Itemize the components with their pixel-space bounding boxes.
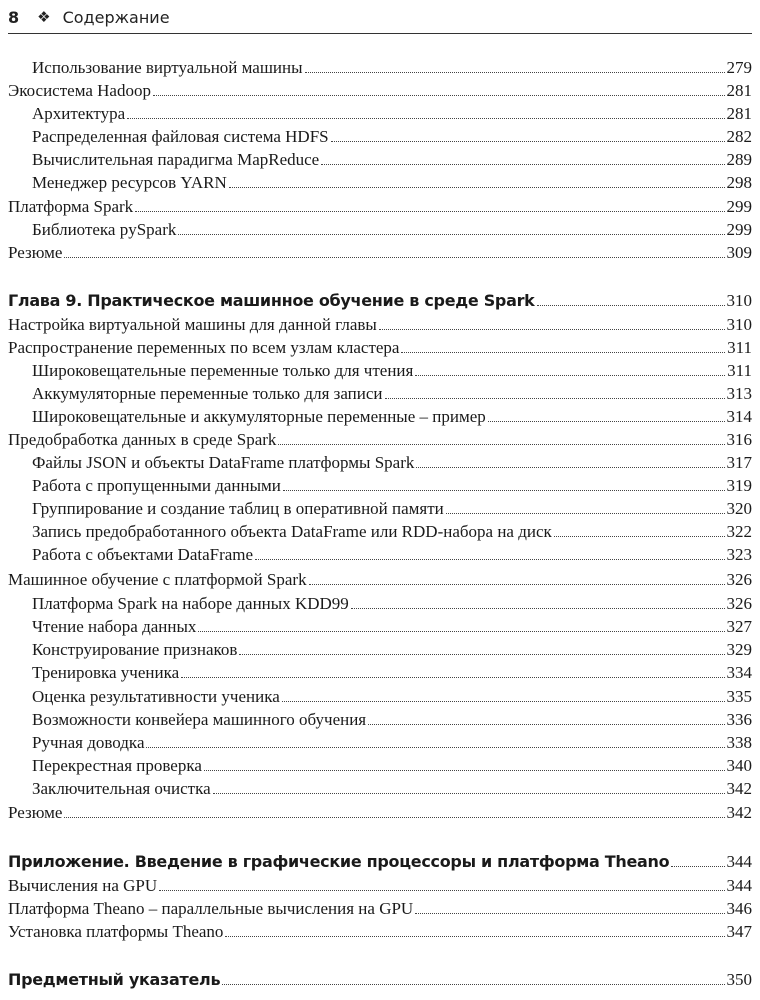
toc-entry [8, 755, 752, 777]
toc-entry-title: Приложение. Введение в графические процессоры и платформа Theano [8, 852, 670, 871]
toc-entry-title: Установка платформы Theano [8, 922, 224, 941]
toc-entry [8, 80, 752, 102]
toc-entry [8, 103, 752, 125]
toc-page-number: 299 [726, 220, 752, 239]
toc-dot-leader [446, 513, 725, 514]
toc-page-number: 310 [726, 291, 752, 310]
toc-entry-title: Распределенная файловая система HDFS [32, 127, 329, 146]
toc-entry [8, 709, 752, 731]
toc-page-number: 335 [726, 687, 752, 706]
toc-page-number: 289 [726, 150, 752, 169]
toc-entry-title: Резюме [8, 803, 63, 822]
toc-entry-title: Чтение набора данных [32, 617, 197, 636]
toc-page-number: 310 [726, 315, 752, 334]
toc-dot-leader [282, 701, 725, 702]
toc-page-number: 329 [726, 640, 752, 659]
toc-dot-leader [415, 375, 725, 376]
toc-entry-title: Работа с объектами DataFrame [32, 545, 254, 564]
toc-entry [8, 429, 752, 451]
toc-entry-title: Платформа Spark [8, 197, 134, 216]
toc-entry-title: Конструирование признаков [32, 640, 238, 659]
toc-page-number: 314 [726, 407, 752, 426]
toc-chapter-entry [8, 290, 752, 312]
toc-entry [8, 569, 752, 591]
toc-entry-title: Предметный указатель [8, 970, 221, 989]
toc-dot-leader [146, 747, 724, 748]
toc-entry-title: Платформа Spark на наборе данных KDD99 [32, 594, 349, 613]
toc-entry-title: Глава 9. Практическое машинное обучение в среде Spark [8, 291, 535, 310]
toc-dot-leader [239, 654, 724, 655]
toc-entry [8, 616, 752, 638]
toc-page-number: 336 [726, 710, 752, 729]
page-number: 8 [8, 7, 20, 27]
toc-dot-leader [225, 936, 724, 937]
toc-dot-leader [64, 257, 724, 258]
toc-entry [8, 149, 752, 171]
toc-entry [8, 732, 752, 754]
toc-page-number: 342 [726, 803, 752, 822]
running-title: Содержание [62, 7, 170, 27]
toc-page-number: 323 [726, 545, 752, 564]
toc-entry [8, 242, 752, 264]
header-rule [8, 33, 752, 34]
toc-page-number: 338 [726, 733, 752, 752]
toc-chapter-entry [8, 851, 752, 873]
toc-entry-title: Широковещательные и аккумуляторные переменные – пример [32, 407, 486, 426]
toc-page-number: 340 [726, 756, 752, 775]
toc-entry-title: Запись предобработанного объекта DataFrame или RDD-набора на диск [32, 522, 552, 541]
toc-entry [8, 802, 752, 824]
toc-dot-leader [671, 866, 724, 867]
toc-entry-title: Вычисления на GPU [8, 876, 158, 895]
toc-entry-title: Использование виртуальной машины [32, 58, 303, 77]
toc-entry [8, 196, 752, 218]
toc-entry-title: Машинное обучение с платформой Spark [8, 570, 307, 589]
toc-page-number: 311 [727, 338, 752, 357]
toc-entry [8, 521, 752, 543]
toc-page-number: 279 [726, 58, 752, 77]
toc-entry-title: Заключительная очистка [32, 779, 211, 798]
toc-entry-title: Настройка виртуальной машины для данной главы [8, 315, 377, 334]
toc-page-number: 298 [726, 173, 752, 192]
toc-dot-leader [368, 724, 724, 725]
toc-entry [8, 452, 752, 474]
toc-dot-leader [415, 913, 724, 914]
toc-entry-title: Платформа Theano – параллельные вычисления на GPU [8, 899, 414, 918]
toc-entry [8, 593, 752, 615]
toc-entry-title: Менеджер ресурсов YARN [32, 173, 227, 192]
toc-dot-leader [159, 890, 724, 891]
toc-entry-title: Ручная доводка [32, 733, 145, 752]
toc-chapter-entry [8, 969, 752, 991]
toc-entry-title: Вычислительная парадигма MapReduce [32, 150, 320, 169]
toc-entry [8, 544, 752, 566]
toc-entry-title: Предобработка данных в среде Spark [8, 430, 277, 449]
toc-dot-leader [309, 584, 725, 585]
toc-dot-leader [283, 490, 725, 491]
toc-dot-leader [178, 234, 724, 235]
toc-page-number: 281 [726, 81, 752, 100]
toc-dot-leader [153, 95, 725, 96]
toc-entry [8, 337, 752, 359]
toc-dot-leader [321, 164, 724, 165]
toc-entry [8, 172, 752, 194]
toc-page-number: 347 [726, 922, 752, 941]
toc-entry-title: Распространение переменных по всем узлам кластера [8, 338, 400, 357]
toc-entry-title: Оценка результативности ученика [32, 687, 280, 706]
toc-page-number: 299 [726, 197, 752, 216]
diamond-ornament-icon: ❖ [37, 8, 51, 26]
toc-entry [8, 898, 752, 920]
toc-entry [8, 921, 752, 943]
toc-entry [8, 875, 752, 897]
toc-entry [8, 126, 752, 148]
toc-dot-leader [401, 352, 725, 353]
toc-entry [8, 662, 752, 684]
toc-dot-leader [351, 608, 725, 609]
toc-entry-title: Архитектура [32, 104, 126, 123]
toc-dot-leader [379, 329, 725, 330]
toc-dot-leader [198, 631, 724, 632]
toc-page-number: 322 [726, 522, 752, 541]
toc-entry [8, 475, 752, 497]
toc-dot-leader [127, 118, 724, 119]
toc-entry [8, 778, 752, 800]
toc-dot-leader [181, 677, 724, 678]
toc-entry [8, 314, 752, 336]
toc-page-number: 346 [726, 899, 752, 918]
running-header [8, 4, 752, 30]
toc-entry [8, 498, 752, 520]
toc-dot-leader [537, 305, 725, 306]
toc-entry [8, 639, 752, 661]
toc-entry [8, 406, 752, 428]
toc-dot-leader [135, 211, 724, 212]
toc-dot-leader [213, 793, 725, 794]
toc-dot-leader [222, 984, 724, 985]
toc-entry-title: Возможности конвейера машинного обучения [32, 710, 367, 729]
toc-page-number: 334 [726, 663, 752, 682]
toc-page-number: 326 [726, 594, 752, 613]
toc-entry-title: Файлы JSON и объекты DataFrame платформы Spark [32, 453, 415, 472]
toc-dot-leader [488, 421, 725, 422]
toc-entry-title: Тренировка ученика [32, 663, 180, 682]
toc-page-number: 327 [726, 617, 752, 636]
toc-dot-leader [385, 398, 725, 399]
toc-dot-leader [331, 141, 725, 142]
toc-page-number: 319 [726, 476, 752, 495]
toc-dot-leader [229, 187, 725, 188]
toc-entry [8, 360, 752, 382]
toc-entry-title: Библиотека pySpark [32, 220, 177, 239]
toc-page-number: 344 [726, 876, 752, 895]
toc-page-number: 344 [726, 852, 752, 871]
toc-page-number: 313 [726, 384, 752, 403]
toc-entry-title: Экосистема Hadoop [8, 81, 151, 100]
toc-page-number: 316 [726, 430, 752, 449]
toc-page-number: 309 [726, 243, 752, 262]
toc-page-number: 350 [726, 970, 752, 989]
toc-entry-title: Группирование и создание таблиц в оперативной памяти [32, 499, 444, 518]
toc-page-number: 342 [726, 779, 752, 798]
toc-entry-title: Перекрестная проверка [32, 756, 202, 775]
toc-entry-title: Резюме [8, 243, 63, 262]
toc-page-number: 326 [726, 570, 752, 589]
toc-page-number: 320 [726, 499, 752, 518]
toc-page-number: 282 [726, 127, 752, 146]
toc-page-number: 317 [726, 453, 752, 472]
toc-dot-leader [204, 770, 725, 771]
toc-dot-leader [278, 444, 724, 445]
toc-entry-title: Работа с пропущенными данными [32, 476, 281, 495]
toc-entry-title: Широковещательные переменные только для чтения [32, 361, 414, 380]
toc-entry [8, 219, 752, 241]
toc-dot-leader [554, 536, 725, 537]
toc-dot-leader [305, 72, 725, 73]
toc-dot-leader [416, 467, 724, 468]
toc-page-number: 281 [726, 104, 752, 123]
toc-entry-title: Аккумуляторные переменные только для записи [32, 384, 383, 403]
toc-entry [8, 686, 752, 708]
toc-entry [8, 383, 752, 405]
toc-page-number: 311 [727, 361, 752, 380]
toc-entry [8, 57, 752, 79]
toc-dot-leader [255, 559, 724, 560]
toc-dot-leader [64, 817, 724, 818]
